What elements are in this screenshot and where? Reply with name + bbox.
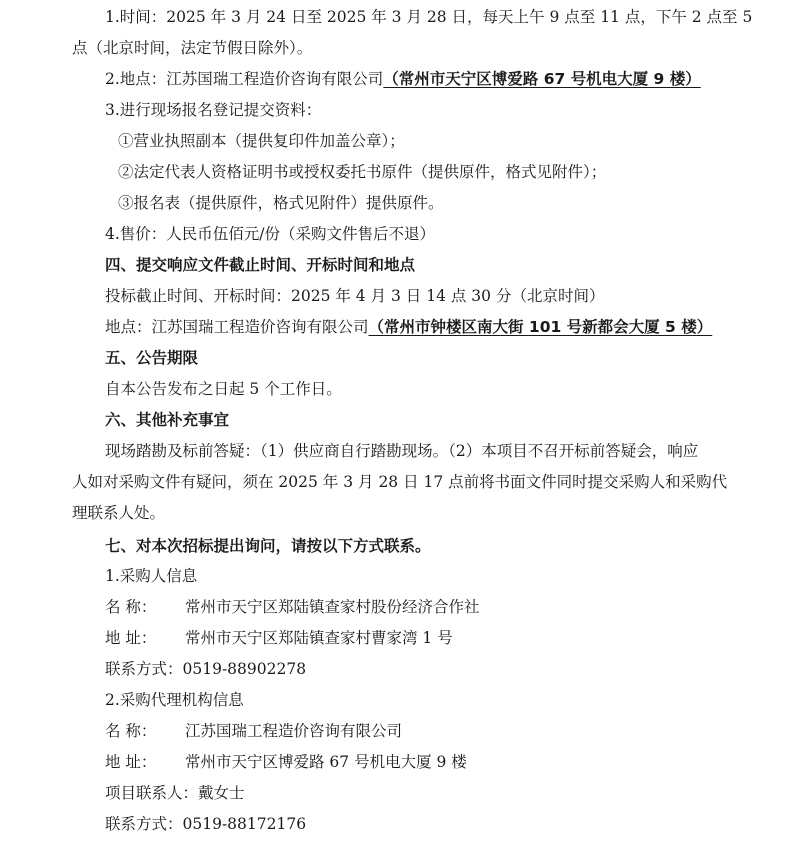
registration-item-1: ①营业执照副本（提供复印件加盖公章）； [118, 132, 405, 150]
opening-place-prefix: 地点：江苏国瑞工程造价咨询有限公司 [105, 318, 369, 336]
place-line [105, 68, 701, 90]
buyer-address-row [105, 627, 453, 649]
agent-contact: 联系方式：0519-88172176 [105, 815, 307, 833]
agent-address-label: 地 址： [105, 753, 157, 771]
buyer-name-row [105, 596, 480, 618]
place-prefix: 2.地点：江苏国瑞工程造价咨询有限公司 [105, 70, 384, 88]
registration-item-3: ③报名表（提供原件，格式见附件）提供原件。 [118, 194, 444, 212]
registration-title: 3.进行现场报名登记提交资料： [105, 101, 322, 119]
registration-item-2: ②法定代表人资格证明书或授权委托书原件（提供原件，格式见附件）； [118, 163, 607, 181]
section-7-heading: 七、对本次招标提出询问，请按以下方式联系。 [105, 537, 431, 555]
agent-info-title: 2.采购代理机构信息 [105, 691, 244, 709]
deadline-line: 投标截止时间、开标时间：2025 年 4 月 3 日 14 点 30 分（北京时间） [105, 287, 605, 305]
buyer-address: 常州市天宁区郑陆镇查家村曹家湾 1 号 [185, 629, 453, 647]
agent-person: 项目联系人：戴女士 [105, 784, 245, 802]
section-6-heading: 六、其他补充事宜 [105, 411, 230, 429]
opening-place-line [105, 316, 712, 338]
time-line-1: 1.时间：2025 年 3 月 24 日至 2025 年 3 月 28 日，每天上午 9 点至 11 点，下午 2 点至 5 [105, 8, 753, 26]
section-5-heading: 五、公告期限 [105, 349, 199, 367]
agent-name-label: 名 称： [105, 722, 157, 740]
buyer-info-title: 1.采购人信息 [105, 567, 198, 585]
extra-line-1: 现场踏勘及标前答疑：（1）供应商自行踏勘现场。（2）本项目不召开标前答疑会，响应 [105, 442, 699, 460]
section-4-heading: 四、提交响应文件截止时间、开标时间和地点 [105, 256, 416, 274]
buyer-name: 常州市天宁区郑陆镇查家村股份经济合作社 [185, 598, 480, 616]
opening-place-address: （常州市钟楼区南大街 101 号新都会大厦 5 楼） [368, 318, 713, 336]
extra-line-3: 理联系人处。 [72, 504, 166, 522]
notice-period: 自本公告发布之日起 5 个工作日。 [105, 380, 342, 398]
agent-address-row [105, 751, 467, 773]
extra-line-2: 人如对采购文件有疑问，须在 2025 年 3 月 28 日 17 点前将书面文件同时提交采购人和采购代 [72, 473, 728, 491]
agent-address: 常州市天宁区博爱路 67 号机电大厦 9 楼 [185, 753, 467, 771]
agent-name-row [105, 720, 402, 742]
place-address: （常州市天宁区博爱路 67 号机电大厦 9 楼） [383, 70, 701, 88]
price-line: 4.售价：人民币伍佰元/份（采购文件售后不退） [105, 225, 436, 243]
agent-name: 江苏国瑞工程造价咨询有限公司 [185, 722, 403, 740]
buyer-address-label: 地 址： [105, 629, 157, 647]
time-line-2: 点（北京时间，法定节假日除外）。 [72, 39, 313, 57]
buyer-contact: 联系方式：0519-88902278 [105, 660, 307, 678]
buyer-name-label: 名 称： [105, 598, 157, 616]
